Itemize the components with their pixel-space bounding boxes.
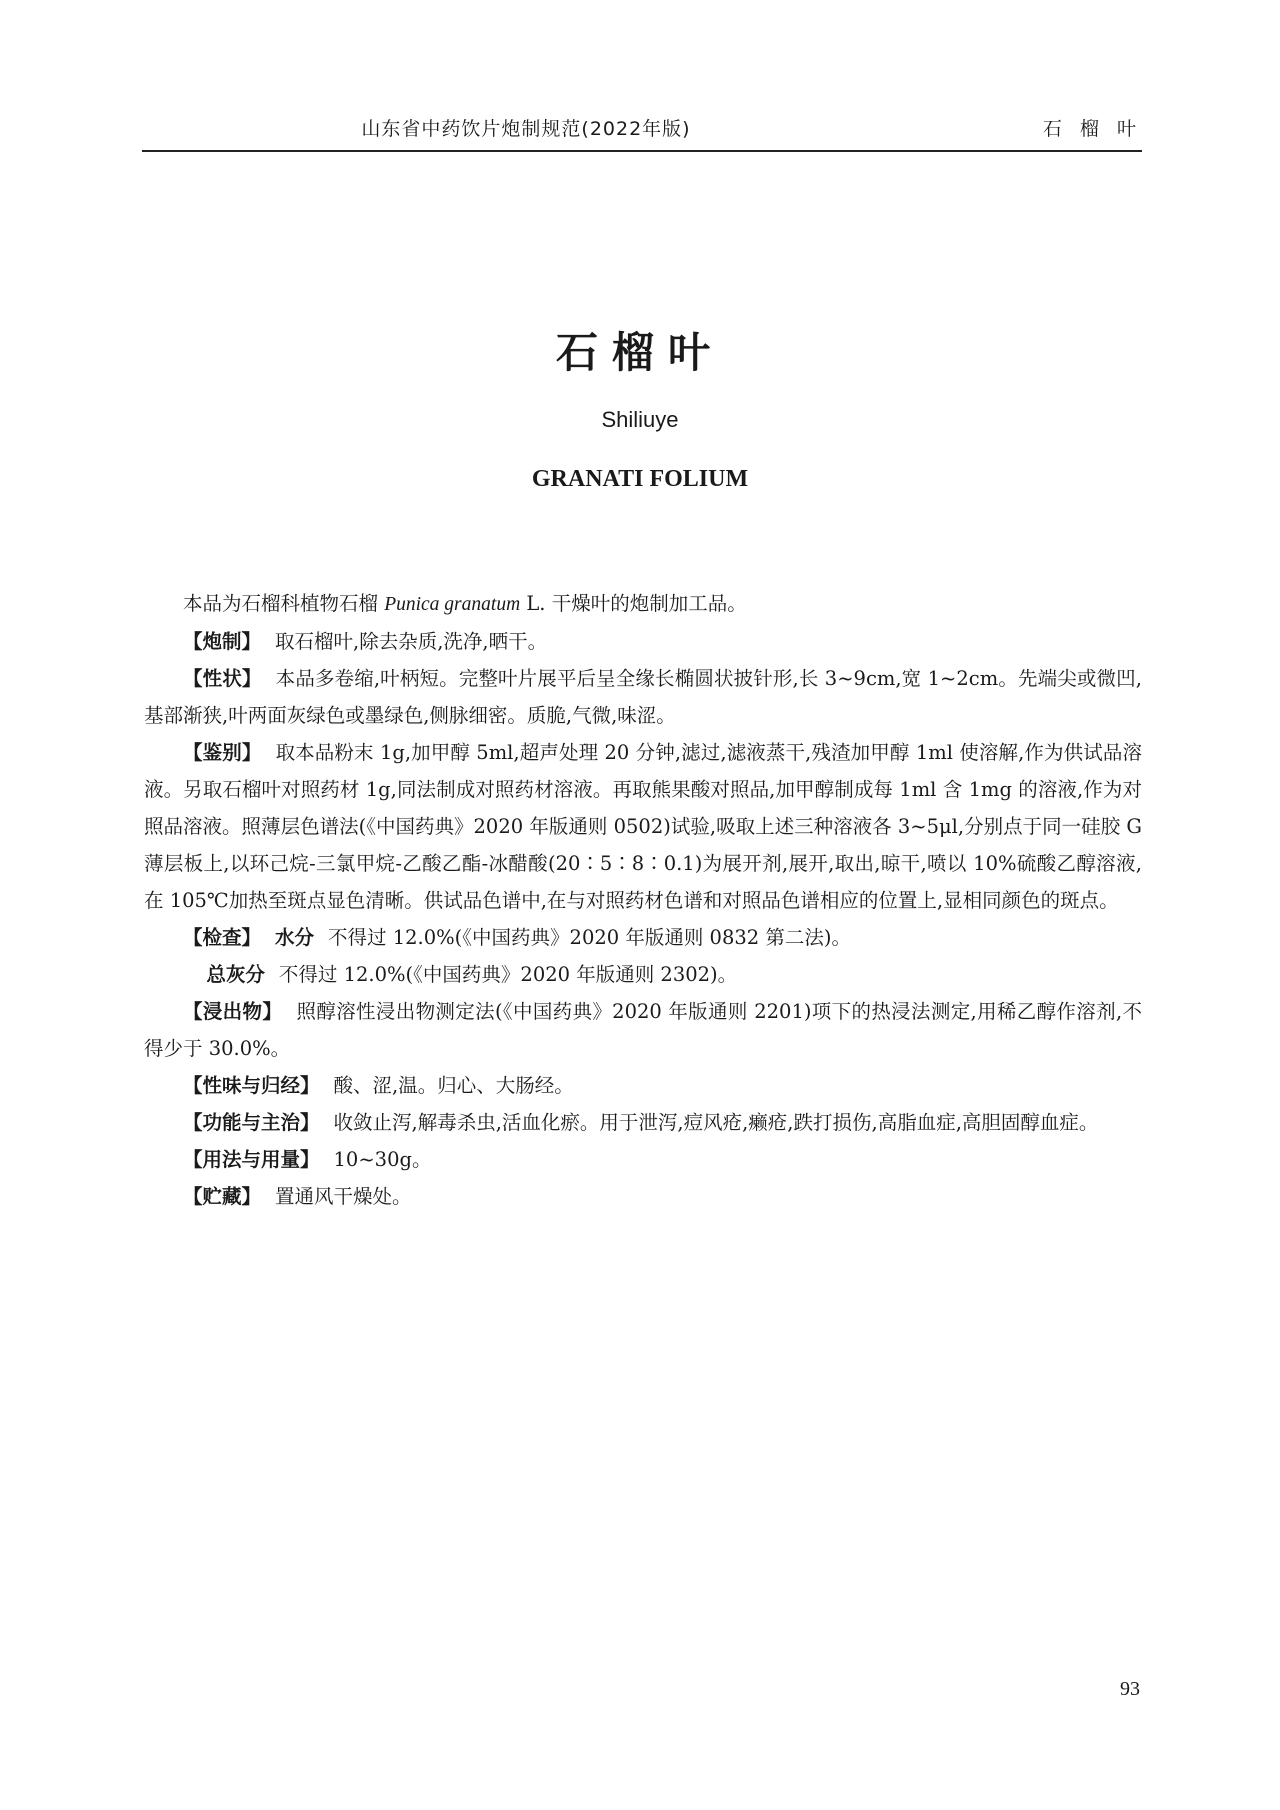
header-book-title: 山东省中药饮片炮制规范(2022年版) [361, 118, 691, 140]
section-label: 【浸出物】 [183, 1000, 283, 1023]
section-usage-dosage [144, 1141, 1142, 1178]
section-text: 不得过 12.0%(《中国药典》2020 年版通则 2302)。 [278, 963, 738, 986]
section-text: 收敛止泻,解毒杀虫,活血化瘀。用于泄泻,痘风疮,癞疮,跌打损伤,高脂血症,高胆固醇血症。 [333, 1111, 1099, 1134]
section-text: 本品多卷缩,叶柄短。完整叶片展平后呈全缘长椭圆状披针形,长 3~9cm,宽 1~2cm。先端尖或微凹,基部渐狭,叶两面灰绿色或墨绿色,侧脉细密。质脆,气微,味涩。 [144, 667, 1142, 727]
section-storage [144, 1178, 1142, 1215]
section-extract [144, 993, 1142, 1067]
section-text: 照醇溶性浸出物测定法(《中国药典》2020 年版通则 2201)项下的热浸法测定,用稀乙醇作溶剂,不得少于 30.0%。 [144, 1000, 1142, 1060]
section-function-indication [144, 1104, 1142, 1141]
section-label: 【炮制】 [183, 630, 262, 653]
species-name: Punica granatum [384, 594, 521, 615]
section-text: 置通风干燥处。 [275, 1185, 412, 1208]
section-label: 【性状】 [183, 667, 262, 690]
section-label: 【贮藏】 [183, 1185, 262, 1208]
page-number: 93 [1120, 1678, 1140, 1700]
monograph-body [144, 585, 1142, 1215]
header-running-head: 石 榴 叶 [1042, 118, 1142, 140]
section-text: 取本品粉末 1g,加甲醇 5ml,超声处理 20 分钟,滤过,滤液蒸干,残渣加甲醇 1ml 使溶解,作为供试品溶液。另取石榴叶对照药材 1g,同法制成对照药材溶液。再取熊果酸对照品,加甲醇制成每 1ml 含 1mg 的溶液,作为对照品溶液。照薄层色谱法(《中国药典》2020 年版通则 0502)试验,吸取上述三种溶液各 3~5μl,分别点于同一硅胶 G 薄层板上,以环己烷-三氯甲烷-乙酸乙酯-冰醋酸(20∶5∶8∶0.1)为展开剂,展开,取出,晾干,喷以 10%硫酸乙醇溶液,在 105℃加热至斑点显色清晰。供试品色谱中,在与对照药材色谱和对照品色谱相应的位置上,显相同颜色的斑点。 [144, 741, 1142, 912]
section-label: 【用法与用量】 [183, 1148, 320, 1171]
latin-name: GRANATI FOLIUM [531, 466, 749, 492]
section-inspection [144, 919, 1142, 956]
section-sublabel: 水分 [275, 926, 315, 949]
section-identification [144, 734, 1142, 919]
section-label: 【功能与主治】 [183, 1111, 320, 1134]
section-label: 【性味与归经】 [183, 1074, 320, 1097]
page-title: 石榴叶 [555, 328, 724, 377]
section-total-ash [144, 956, 1142, 993]
section-text: 取石榴叶,除去杂质,洗净,晒干。 [275, 630, 548, 653]
pinyin-name: Shiliuye [601, 407, 679, 432]
intro-text-after: L. 干燥叶的炮制加工品。 [520, 592, 747, 615]
section-processing [144, 623, 1142, 660]
header-rule [142, 150, 1142, 152]
section-characteristics [144, 660, 1142, 734]
section-sublabel: 总灰分 [206, 963, 265, 986]
section-label: 【鉴别】 [183, 741, 262, 764]
section-text: 酸、涩,温。归心、大肠经。 [333, 1074, 574, 1097]
section-text: 10~30g。 [333, 1148, 432, 1171]
section-text: 不得过 12.0%(《中国药典》2020 年版通则 0832 第二法)。 [328, 926, 851, 949]
section-label: 【检查】 [183, 926, 262, 949]
intro-text-before: 本品为石榴科植物石榴 [183, 592, 385, 615]
intro-paragraph [144, 585, 1142, 623]
section-nature-meridian [144, 1067, 1142, 1104]
